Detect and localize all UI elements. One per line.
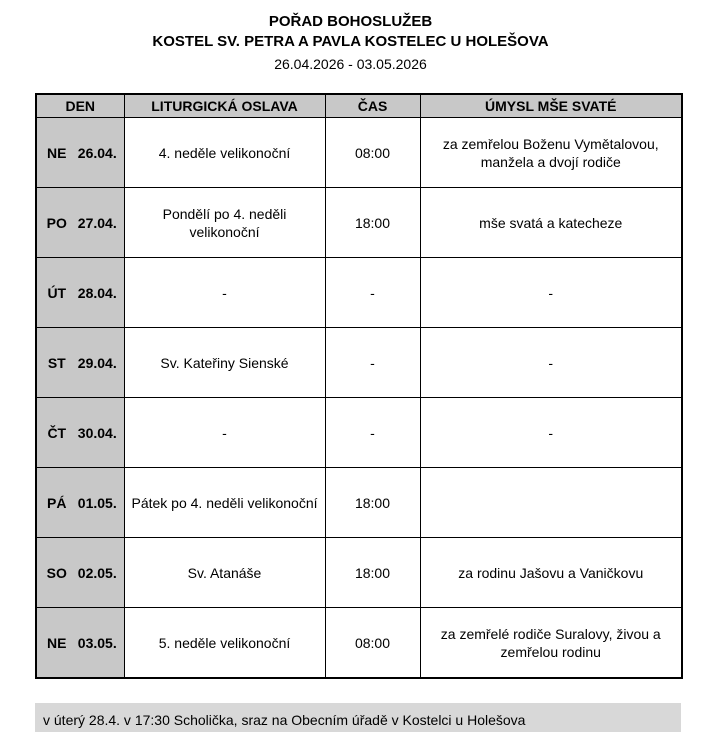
day-abbr: ÚT: [47, 284, 67, 301]
intention-cell: mše svatá a katecheze: [420, 188, 682, 258]
intention-cell: za zemřelou Boženu Vymětalovou, manžela a dvojí rodiče: [420, 118, 682, 188]
table-row: [36, 468, 682, 538]
feast-cell: 4. neděle velikonoční: [124, 118, 325, 188]
time-cell: -: [325, 258, 420, 328]
table-header-row: [36, 94, 682, 118]
footer-note: v úterý 28.4. v 17:30 Scholička, sraz na Obecním úřadě v Kostelci u Holešova: [35, 703, 681, 732]
day-cell: [36, 118, 124, 188]
day-abbr: NE: [47, 634, 67, 651]
table-row: [36, 538, 682, 608]
intention-cell: -: [420, 328, 682, 398]
column-header-den: DEN: [36, 94, 124, 118]
day-abbr: NE: [47, 144, 67, 161]
day-cell: [36, 468, 124, 538]
day-date: 28.04.: [77, 284, 117, 301]
feast-cell: Pátek po 4. neděli velikonoční: [124, 468, 325, 538]
time-cell: 08:00: [325, 608, 420, 679]
intention-cell: za rodinu Jašovu a Vaničkovu: [420, 538, 682, 608]
day-cell: [36, 328, 124, 398]
page-title: POŘAD BOHOSLUŽEB: [268, 13, 433, 30]
day-cell: [36, 188, 124, 258]
feast-cell: -: [124, 258, 325, 328]
day-abbr: SO: [46, 564, 67, 581]
table-row: [36, 118, 682, 188]
feast-cell: Sv. Atanáše: [124, 538, 325, 608]
time-cell: -: [325, 328, 420, 398]
day-date: 02.05.: [77, 564, 117, 581]
day-date: 29.04.: [77, 354, 117, 371]
feast-cell: Pondělí po 4. neděli velikonoční: [124, 188, 325, 258]
table-row: [36, 608, 682, 679]
table-row: [36, 328, 682, 398]
feast-cell: Sv. Kateřiny Sienské: [124, 328, 325, 398]
column-header-time: ČAS: [325, 94, 420, 118]
schedule-table-wrapper: [35, 93, 681, 679]
intention-cell: za zemřelé rodiče Suralovy, živou a zemřelou rodinu: [420, 608, 682, 679]
page-subtitle: KOSTEL SV. PETRA A PAVLA KOSTELEC U HOLEŠOVA: [152, 33, 549, 50]
day-cell: [36, 538, 124, 608]
day-cell: [36, 398, 124, 468]
day-date: 26.04.: [77, 144, 117, 161]
day-abbr: ST: [47, 354, 66, 371]
intention-cell: -: [420, 398, 682, 468]
document-header: [0, 12, 701, 73]
day-abbr: PO: [46, 214, 67, 231]
table-row: [36, 258, 682, 328]
schedule-table: [35, 93, 683, 679]
feast-cell: -: [124, 398, 325, 468]
time-cell: 18:00: [325, 538, 420, 608]
day-abbr: PÁ: [47, 494, 67, 511]
intention-cell: [420, 468, 682, 538]
day-date: 03.05.: [77, 634, 117, 651]
day-date: 27.04.: [77, 214, 117, 231]
intention-cell: -: [420, 258, 682, 328]
day-date: 30.04.: [77, 424, 117, 441]
feast-cell: 5. neděle velikonoční: [124, 608, 325, 679]
day-cell: [36, 608, 124, 679]
day-abbr: ČT: [47, 424, 67, 441]
table-row: [36, 398, 682, 468]
time-cell: 18:00: [325, 468, 420, 538]
day-date: 01.05.: [77, 494, 117, 511]
time-cell: 08:00: [325, 118, 420, 188]
time-cell: -: [325, 398, 420, 468]
column-header-intention: ÚMYSL MŠE SVATÉ: [420, 94, 682, 118]
time-cell: 18:00: [325, 188, 420, 258]
date-range: 26.04.2026 - 03.05.2026: [274, 56, 427, 72]
column-header-liturgical: LITURGICKÁ OSLAVA: [124, 94, 325, 118]
day-cell: [36, 258, 124, 328]
table-row: [36, 188, 682, 258]
